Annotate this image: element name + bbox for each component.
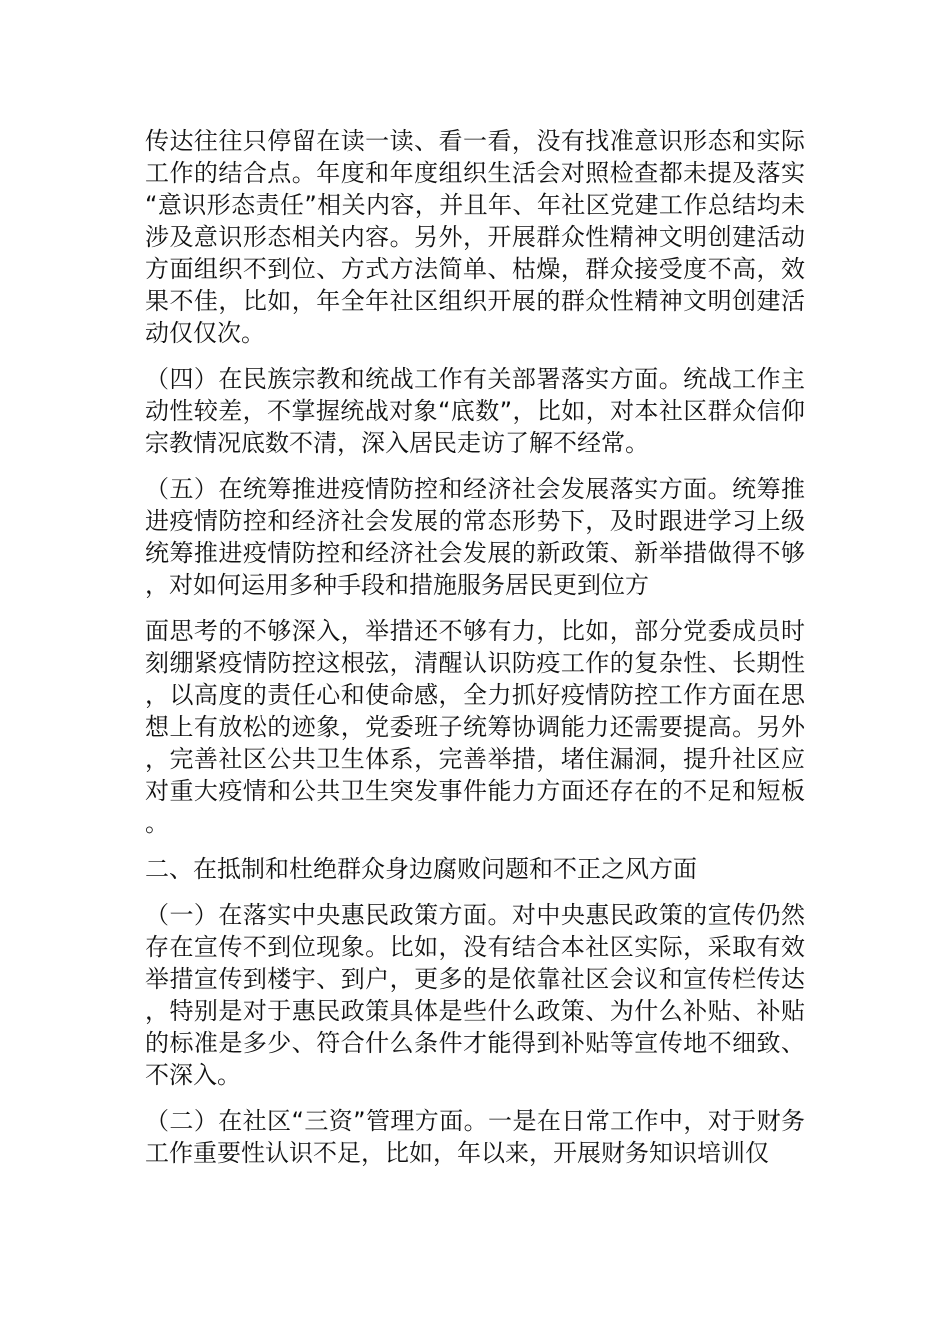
paragraph-section-five-continued: 面思考的不够深入，举措还不够有力，比如，部分党委成员时刻绷紧疫情防控这根弦，清醒认识防疫工作的复杂性、长期性，以高度的责任心和使命感，全力抓好疫情防控工作方面在思想上有放松的迹象，党委班子统筹协调能力还需要提高。另外，完善社区公共卫生体系，完善举措，堵住漏洞，提升社区应对重大疫情和公共卫生突发事件能力方面还存在的不足和短板。	[145, 617, 805, 837]
paragraph-section-five: （五）在统筹推进疫情防控和经济社会发展落实方面。统筹推进疫情防控和经济社会发展的常态形势下，及时跟进学习上级统筹推进疫情防控和经济社会发展的新政策、新举措做得不够，对如何运用多种手段和措施服务居民更到位方	[145, 475, 805, 599]
paragraph-subsection-one: （一）在落实中央惠民政策方面。对中央惠民政策的宣传仍然存在宣传不到位现象。比如，没有结合本社区实际，采取有效举措宣传到楼宇、到户，更多的是依靠社区会议和宣传栏传达，特别是对于惠民政策具体是些什么政策、为什么补贴、补贴的标准是多少、符合什么条件才能得到补贴等宣传地不细致、不深入。	[145, 901, 805, 1089]
paragraph-ideology-summary: 传达往往只停留在读一读、看一看，没有找准意识形态和实际工作的结合点。年度和年度组织生活会对照检查都未提及落实“意识形态责任”相关内容，并且年、年社区党建工作总结均未涉及意识形态相关内容。另外，开展群众性精神文明创建活动方面组织不到位、方式方法简单、枯燥，群众接受度不高，效果不佳，比如，年全年社区组织开展的群众性精神文明创建活动仅仅次。	[145, 127, 805, 347]
section-heading-two: 二、在抵制和杜绝群众身边腐败问题和不正之风方面	[145, 855, 697, 883]
paragraph-subsection-two: （二）在社区“三资”管理方面。一是在日常工作中，对于财务工作重要性认识不足，比如，年以来，开展财务知识培训仅	[145, 1107, 805, 1167]
paragraph-section-four: （四）在民族宗教和统战工作有关部署落实方面。统战工作主动性较差，不掌握统战对象“底数”，比如，对本社区群众信仰宗教情况底数不清，深入居民走访了解不经常。	[145, 365, 805, 457]
document-body	[145, 125, 805, 1183]
